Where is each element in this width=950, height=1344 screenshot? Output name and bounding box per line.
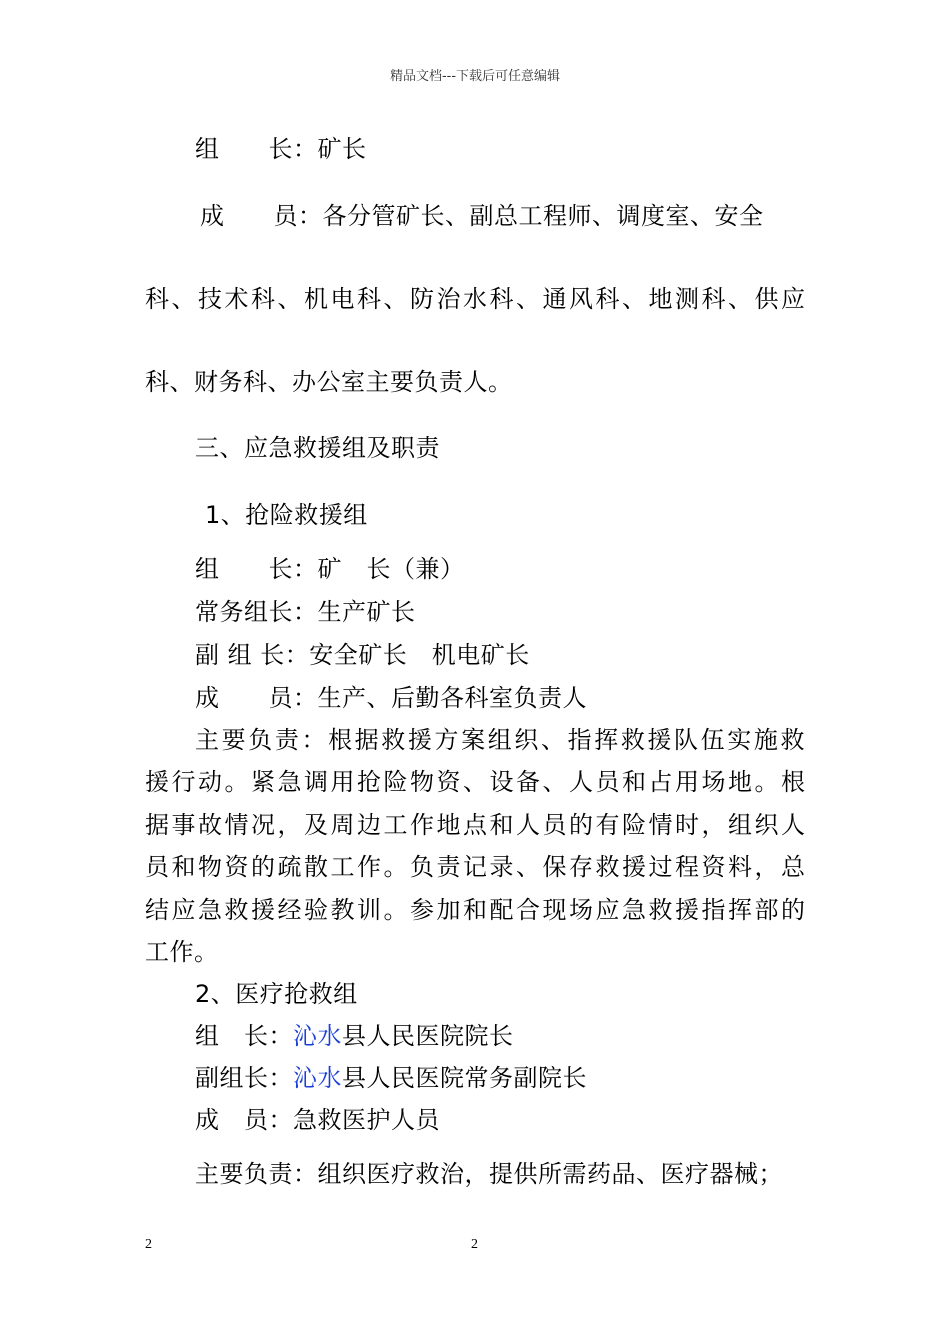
group1-duty-1: 主要负责：根据救援方案组织、指挥救援队伍实施救 bbox=[195, 726, 805, 754]
group1-members: 成 员：生产、后勤各科室负责人 bbox=[195, 684, 587, 712]
page-number-center: 2 bbox=[471, 1237, 478, 1252]
group2-title: 2、医疗抢救组 bbox=[195, 980, 358, 1008]
group1-leader: 组 长：矿 长（兼） bbox=[195, 555, 465, 583]
group2-leader-county: 沁水 bbox=[293, 1022, 342, 1050]
leader-line bbox=[195, 134, 367, 164]
members-line-1 bbox=[200, 201, 805, 231]
group1-title: 1、抢险救援组 bbox=[205, 501, 368, 529]
page-number-left: 2 bbox=[145, 1237, 152, 1252]
members-text-2: 科、技术科、机电科、防治水科、通风科、地测科、供应 bbox=[145, 285, 805, 313]
group1-exec-leader: 常务组长：生产矿长 bbox=[195, 598, 416, 626]
leader-value: 矿长 bbox=[317, 135, 367, 163]
group2-deputy-label: 副组长： bbox=[195, 1064, 293, 1092]
group2-members: 成 员：急救医护人员 bbox=[195, 1106, 440, 1134]
members-label: 成 员： bbox=[200, 202, 323, 230]
group1-duty-2: 援行动。紧急调用抢险物资、设备、人员和占用场地。根 bbox=[145, 768, 805, 796]
group2-deputy bbox=[195, 1063, 587, 1093]
group1-duty-6: 工作。 bbox=[145, 938, 219, 966]
group2-deputy-rest: 县人民医院常务副院长 bbox=[342, 1064, 587, 1092]
group2-duty-1: 主要负责：组织医疗救治，提供所需药品、医疗器械； bbox=[195, 1160, 783, 1188]
page-header: 精品文档---下载后可任意编辑 bbox=[389, 69, 561, 84]
group1-deputy: 副 组 长：安全矿长 机电矿长 bbox=[195, 641, 530, 669]
group1-duty-4: 员和物资的疏散工作。负责记录、保存救援过程资料，总 bbox=[145, 853, 805, 881]
group2-deputy-county: 沁水 bbox=[293, 1064, 342, 1092]
members-text-3: 科、财务科、办公室主要负责人。 bbox=[145, 368, 513, 396]
members-text-1: 各分管矿长、副总工程师、调度室、安全 bbox=[322, 202, 764, 230]
leader-label: 组 长： bbox=[195, 135, 318, 163]
group2-leader-label: 组 长： bbox=[195, 1022, 293, 1050]
group1-duty-5: 结应急救援经验教训。参加和配合现场应急救援指挥部的 bbox=[145, 896, 805, 924]
group2-leader bbox=[195, 1021, 514, 1051]
section-title: 三、应急救援组及职责 bbox=[195, 434, 440, 462]
group2-leader-rest: 县人民医院院长 bbox=[342, 1022, 514, 1050]
group1-duty-3: 据事故情况，及周边工作地点和人员的有险情时，组织人 bbox=[145, 811, 805, 839]
